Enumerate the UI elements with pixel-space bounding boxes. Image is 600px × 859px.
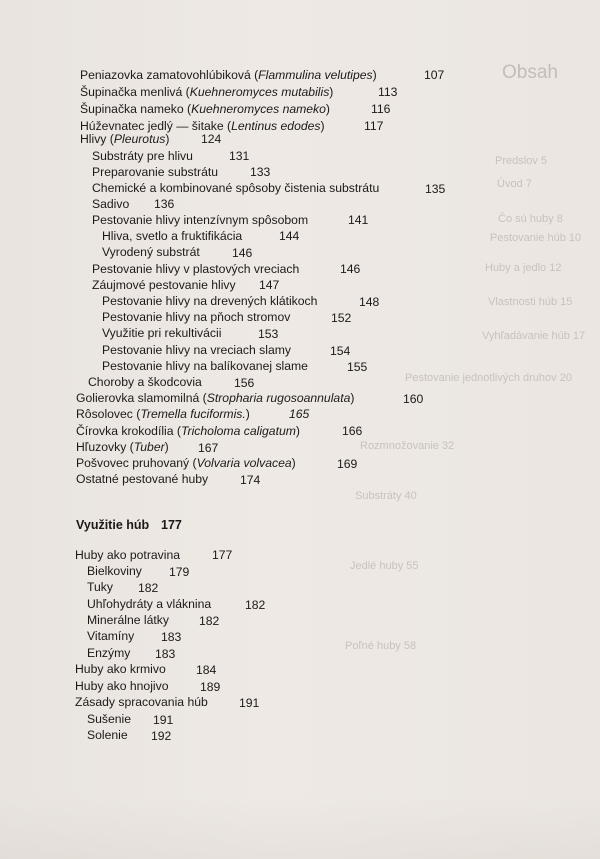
ghost-line: Úvod 7 (497, 178, 532, 190)
toc-entry-golierovka: Golierovka slamomilná (Stropharia rugosoannulata) (76, 391, 355, 405)
toc-page-number: 107 (424, 68, 445, 82)
toc-entry-vyrodeny: Vyrodený substrát (102, 245, 200, 259)
toc-page-number: 183 (155, 647, 176, 661)
toc-entry-preparovanie: Preparovanie substrátu (92, 165, 219, 179)
toc-entry-supinacka-nameko: Šupinačka nameko (Kuehneromyces nameko) (80, 102, 330, 116)
toc-page-number: 155 (347, 360, 368, 374)
toc-page-number: 182 (199, 614, 220, 628)
toc-entry-potravina: Huby ako potravina (75, 548, 181, 562)
toc-page-number: 148 (359, 295, 380, 309)
toc-entry-klatikoch: Pestovanie hlivy na drevených klátikoch (102, 294, 318, 308)
toc-page-number: 156 (234, 376, 255, 390)
toc-page-number: 153 (258, 327, 279, 341)
toc-entry-ostatne: Ostatné pestované huby (76, 472, 209, 486)
toc-page-number: 166 (342, 424, 363, 438)
toc-entry-susenie: Sušenie (87, 712, 132, 726)
toc-entry-mineralne: Minerálne látky (87, 613, 169, 627)
toc-entry-uhlohydraty: Uhľohydráty a vláknina (87, 597, 212, 611)
ghost-line: Pestovanie jednotlivých druhov 20 (405, 372, 572, 384)
ghost-line: Vlastnosti húb 15 (488, 296, 573, 308)
toc-entry-intenzivne: Pestovanie hlivy intenzívnym spôsobom (92, 213, 309, 227)
section-title: Využitie húb (76, 518, 150, 532)
toc-page-number: 152 (331, 311, 352, 325)
toc-entry-zaujmove: Záujmové pestovanie hlivy (92, 278, 236, 292)
toc-entry-rekultivacii: Využitie pri rekultivácii (102, 326, 222, 340)
ghost-title: Obsah (502, 62, 558, 83)
toc-page-number: 124 (201, 132, 222, 146)
toc-entry-hliva-svetlo: Hliva, svetlo a fruktifikácia (102, 229, 243, 243)
toc-page-number: 113 (378, 85, 398, 99)
ghost-line: Predslov 5 (495, 155, 547, 167)
toc-page-number: 133 (250, 165, 271, 179)
toc-page-number: 147 (259, 278, 280, 292)
toc-page-number: 136 (154, 197, 175, 211)
toc-entry-balikovanej: Pestovanie hlivy na balíkovanej slame (102, 359, 308, 373)
toc-page-number: 165 (289, 407, 310, 421)
toc-page-number: 191 (153, 713, 174, 727)
toc-page-number: 146 (232, 246, 253, 260)
toc-entry-choroby: Choroby a škodcovia (88, 375, 202, 389)
toc-page-number: 179 (169, 565, 190, 579)
toc-page-number: 191 (239, 696, 260, 710)
toc-page-number: 177 (212, 548, 233, 562)
toc-entry-solenie: Solenie (87, 728, 128, 742)
toc-entry-rosolovec: Rôsolovec (Tremella fuciformis.) (76, 407, 250, 421)
toc-entry-zasady: Zásady spracovania húb (75, 695, 208, 709)
toc-entry-enzymy: Enzýmy (87, 646, 131, 660)
toc-page-number: 144 (279, 229, 300, 243)
toc-page-number: 167 (198, 441, 219, 455)
toc-page-number: 189 (200, 680, 221, 694)
toc-page-number: 135 (425, 182, 446, 196)
toc-page-number: 146 (340, 262, 361, 276)
toc-entry-pnoch: Pestovanie hlivy na pňoch stromov (102, 310, 291, 324)
toc-entry-hlivy: Hlivy (Pleurotus) (80, 132, 170, 146)
toc-entry-huzevnatec-sitake: Húževnatec jedlý — šitake (Lentinus edodes) (80, 119, 325, 133)
ghost-line: Substráty 40 (355, 490, 417, 502)
toc-entry-substraty: Substráty pre hlivu (92, 149, 193, 163)
toc-entry-hluzovky: Hľuzovky (Tuber) (76, 440, 169, 454)
toc-page-number: 141 (348, 213, 369, 227)
toc-page-number: 184 (196, 663, 217, 677)
toc-page-number: 131 (229, 149, 250, 163)
toc-page-number: 116 (371, 102, 391, 116)
ghost-line: Huby a jedlo 12 (485, 262, 562, 274)
ghost-line: Vyhľadávanie húb 17 (482, 330, 586, 342)
toc-entry-peniazovka: Peniazovka zamatovohlúbiková (Flammulina velutipes) (80, 68, 377, 82)
toc-page-number: 192 (151, 729, 172, 743)
toc-page-number: 154 (330, 344, 351, 358)
toc-page-number: 160 (403, 392, 424, 406)
section-page-number: 177 (161, 518, 182, 532)
toc-page-number: 182 (138, 581, 159, 595)
toc-entry-possovec: Pošvovec pruhovaný (Volvaria volvacea) (76, 456, 296, 470)
toc-entry-tuky: Tuky (87, 580, 113, 594)
toc-page-number: 169 (337, 457, 358, 471)
toc-entry-slamy: Pestovanie hlivy na vreciach slamy (102, 343, 291, 357)
toc-entry-vitaminy: Vitamíny (87, 629, 135, 643)
toc-entry-hnojivo: Huby ako hnojivo (75, 679, 169, 693)
toc-entry-sadivo: Sadivo (92, 197, 130, 211)
ghost-line: Pestovanie húb 10 (490, 232, 582, 244)
toc-page-number: 182 (245, 598, 266, 612)
page-bottom-shadow (0, 795, 600, 859)
toc-entry-vreciach: Pestovanie hlivy v plastových vreciach (92, 262, 300, 276)
toc-page-number: 117 (364, 119, 384, 133)
toc-entry-supinacka-menliva: Šupinačka menlivá (Kuehneromyces mutabilis) (80, 85, 334, 99)
ghost-line: Jedlé huby 55 (350, 560, 419, 572)
toc-entry-chemicke: Chemické a kombinované spôsoby čistenia substrátu (92, 181, 380, 195)
ghost-line: Rozmnožovanie 32 (360, 440, 455, 452)
ghost-line: Poľné huby 58 (345, 640, 417, 652)
toc-entry-krmivo: Huby ako krmivo (75, 662, 166, 676)
toc-page-number: 183 (161, 630, 182, 644)
toc-entry-bielkoviny: Bielkoviny (87, 564, 142, 578)
toc-entry-cirovka: Čírovka krokodília (Tricholoma caligatum) (76, 424, 300, 438)
ghost-line: Čo sú huby 8 (498, 213, 563, 225)
toc-page-number: 174 (240, 473, 261, 487)
